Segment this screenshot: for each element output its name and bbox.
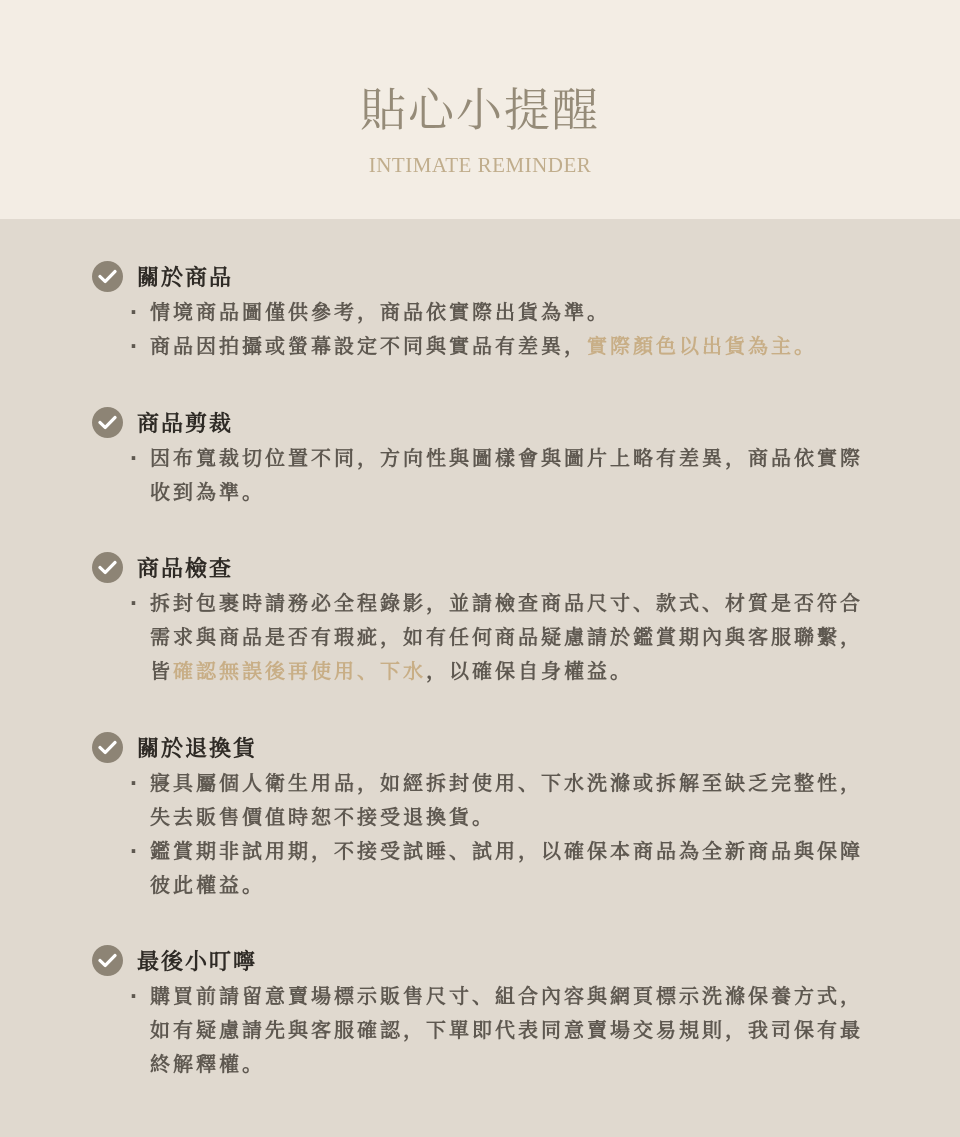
list-item (92, 766, 882, 834)
bullet: ‧ (130, 591, 140, 615)
page-title: 貼心小提醒 (360, 83, 600, 137)
list-item (92, 441, 882, 509)
check-circle-icon (92, 261, 123, 292)
section-title: 商品剪裁 (137, 411, 234, 437)
reminder-list (0, 219, 960, 1137)
section-heading (92, 259, 882, 293)
check-circle-icon (92, 552, 123, 583)
check-circle-icon (92, 407, 123, 438)
bullet: ‧ (130, 334, 140, 358)
bullet: ‧ (130, 771, 140, 795)
list-item (92, 329, 882, 363)
section-heading (92, 405, 882, 439)
section-returns (92, 730, 882, 902)
section-product-cutting (92, 405, 882, 509)
item-highlight: 實際顏色以出貨為主。 (587, 334, 817, 358)
list-item (92, 979, 882, 1081)
item-text: 情境商品圖僅供參考，商品依實際出貨為準。 (150, 300, 610, 324)
section-final-reminder (92, 943, 882, 1081)
section-title: 商品檢查 (137, 556, 234, 582)
item-highlight: 確認無誤後再使用、下水 (173, 659, 426, 683)
section-about-product (92, 259, 882, 363)
header (0, 0, 960, 219)
list-item (92, 295, 882, 329)
bullet: ‧ (130, 446, 140, 470)
page-subtitle: INTIMATE REMINDER (368, 153, 592, 177)
item-text-after: ，以確保自身權益。 (426, 659, 633, 683)
item-text: 寢具屬個人衛生用品，如經拆封使用、下水洗滌或拆解至缺乏完整性，失去販售價值時恕不接受退換貨。 (150, 771, 863, 829)
section-title: 最後小叮嚀 (137, 949, 258, 975)
item-list (92, 766, 882, 902)
check-circle-icon (92, 945, 123, 976)
list-item (92, 586, 882, 688)
section-heading (92, 943, 882, 977)
item-text: 商品因拍攝或螢幕設定不同與實品有差異， (150, 334, 587, 358)
section-heading (92, 550, 882, 584)
item-list (92, 441, 882, 509)
bullet: ‧ (130, 984, 140, 1008)
bullet: ‧ (130, 839, 140, 863)
section-product-inspection (92, 550, 882, 688)
item-list (92, 979, 882, 1081)
item-text: 拆封包裹時請務必全程錄影，並請檢查商品尺寸、款式、材質是否符合需求與商品是否有瑕疵，如有任何商品疑慮請於鑑賞期內與客服聯繫，皆 (150, 591, 863, 683)
item-text: 購買前請留意賣場標示販售尺寸、組合內容與網頁標示洗滌保養方式，如有疑慮請先與客服確認，下單即代表同意賣場交易規則，我司保有最終解釋權。 (150, 984, 863, 1076)
list-item (92, 834, 882, 902)
item-list (92, 586, 882, 688)
check-circle-icon (92, 732, 123, 763)
item-text: 鑑賞期非試用期，不接受試睡、試用，以確保本商品為全新商品與保障彼此權益。 (150, 839, 863, 897)
bullet: ‧ (130, 300, 140, 324)
section-title: 關於退換貨 (137, 736, 258, 762)
item-text: 因布寬裁切位置不同，方向性與圖樣會與圖片上略有差異，商品依實際收到為準。 (150, 446, 863, 504)
section-heading (92, 730, 882, 764)
item-list (92, 295, 882, 363)
section-title: 關於商品 (137, 265, 234, 291)
